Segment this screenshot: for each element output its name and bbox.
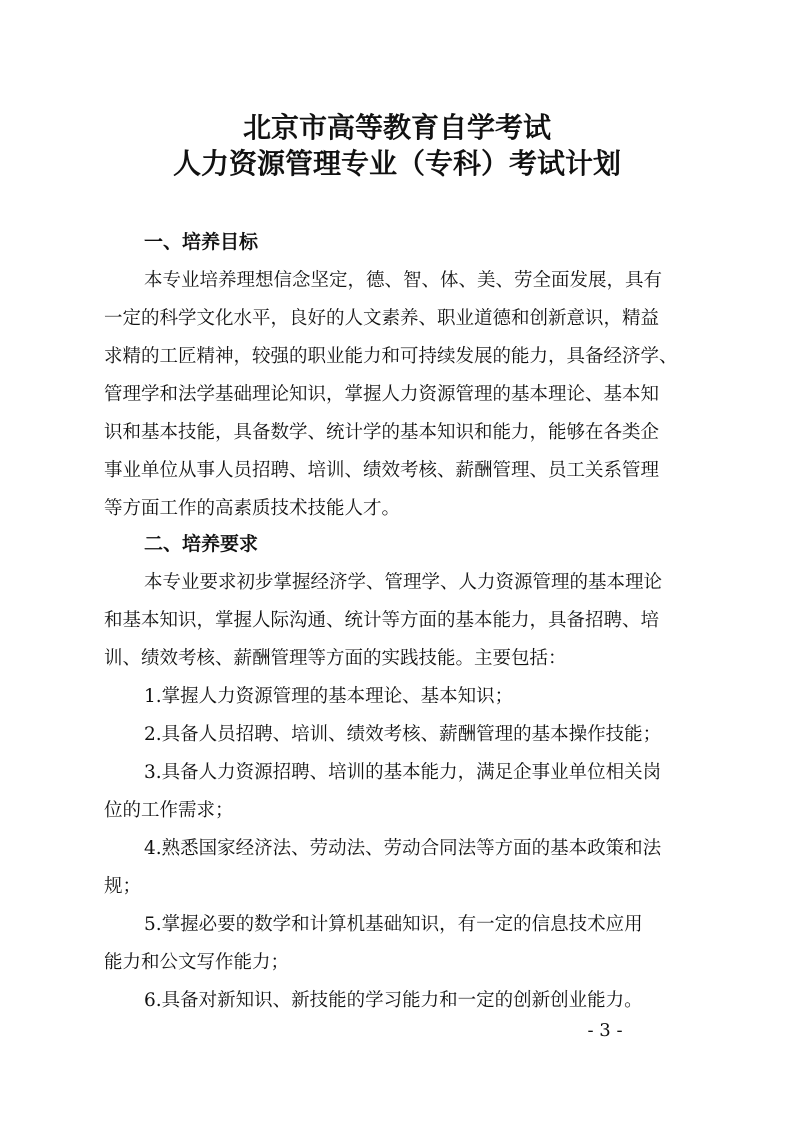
section-1-paragraph-line: 一定的科学文化水平，良好的人文素养、职业道德和创新意识，精益 [104,308,660,329]
page-number: - 3 - [587,1020,623,1041]
requirement-item-continuation: 规； [104,876,142,897]
document-title-line-1: 北京市高等教育自学考试 [242,111,551,144]
section-1-paragraph-line: 识和基本技能，具备数学、统计学的基本知识和能力，能够在各类企 [104,422,660,443]
section-1-heading: 一、培养目标 [144,231,259,253]
section-1-paragraph-line: 本专业培养理想信念坚定，德、智、体、美、劳全面发展，具有 [144,270,663,291]
requirement-item: 3.具备人力资源招聘、培训的基本能力，满足企事业单位相关岗 [144,762,662,783]
section-1-paragraph-line: 管理学和法学基础理论知识，掌握人力资源管理的基本理论、基本知 [104,384,660,405]
requirement-item: 5.掌握必要的数学和计算机基础知识，有一定的信息技术应用 [144,914,643,935]
document-title-line-2: 人力资源管理专业（专科）考试计划 [172,147,621,180]
requirement-item: 4.熟悉国家经济法、劳动法、劳动合同法等方面的基本政策和法 [144,838,662,859]
section-2-intro-line: 本专业要求初步掌握经济学、管理学、人力资源管理的基本理论 [144,572,663,593]
section-2-heading: 二、培养要求 [144,533,259,555]
requirement-item: 6.具备对新知识、新技能的学习能力和一定的创新创业能力。 [144,990,643,1011]
section-2-intro-line: 训、绩效考核、薪酬管理等方面的实践技能。主要包括： [104,648,567,669]
section-2-intro-line: 和基本知识，掌握人际沟通、统计等方面的基本能力，具备招聘、培 [104,610,660,631]
requirement-item-continuation: 能力和公文写作能力； [104,952,290,973]
requirement-item-continuation: 位的工作需求； [104,800,234,821]
section-1-paragraph-line: 事业单位从事人员招聘、培训、绩效考核、薪酬管理、员工关系管理 [104,460,660,481]
section-1-paragraph-line: 求精的工匠精神，较强的职业能力和可持续发展的能力，具备经济学、 [104,346,678,367]
requirement-item: 1.掌握人力资源管理的基本理论、基本知识； [144,686,514,707]
section-1-paragraph-line: 等方面工作的高素质技术技能人才。 [104,498,401,519]
requirement-item: 2.具备人员招聘、培训、绩效考核、薪酬管理的基本操作技能； [144,724,662,745]
